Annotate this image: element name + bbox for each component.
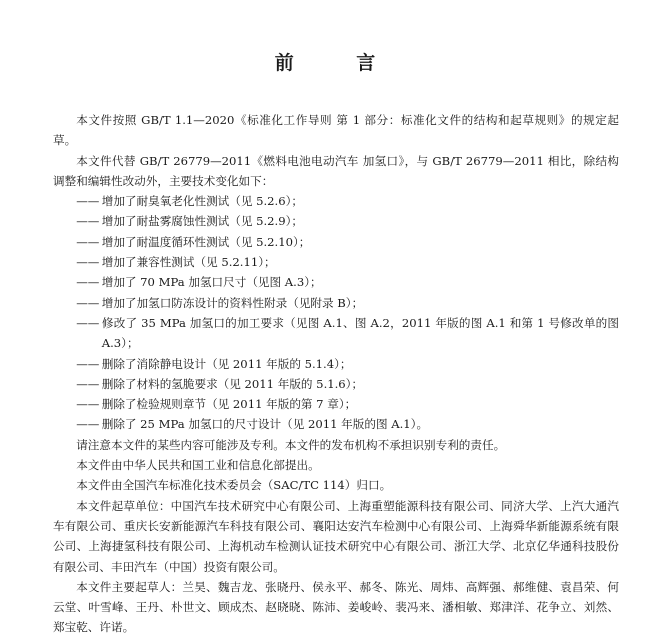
change-item: —— 增加了耐盐雾腐蚀性测试（见 5.2.9）；	[76, 214, 304, 229]
change-item: —— 删除了检验规则章节（见 2011 年版的第 7 章）；	[76, 397, 357, 412]
change-item: —— 增加了兼容性测试（见 5.2.11）；	[76, 255, 276, 270]
paragraph-drafting-units: 本文件起草单位：中国汽车技术研究中心有限公司、上海重塑能源科技有限公司、同济大学、上汽大通汽车有限公司、重庆长安新能源汽车科技有限公司、襄阳达安汽车检测中心有限公司、上海舜华新能源系统有限公司、上海捷氢科技有限公司、上海机动车检测认证技术研究中心有限公司、浙江大学、北京亿华通科技股份有限公司、丰田汽车（中国）投资有限公司。	[53, 498, 619, 574]
paragraph-patent-notice: 请注意本文件的某些内容可能涉及专利。本文件的发布机构不承担识别专利的责任。	[76, 437, 506, 452]
change-item: —— 删除了消除静电设计（见 2011 年版的 5.1.4）；	[76, 356, 352, 371]
change-item: —— 增加了加氢口防冻设计的资料性附录（见附录 B）；	[76, 295, 364, 310]
paragraph-proposer: 本文件由中华人民共和国工业和信息化部提出。	[76, 458, 320, 473]
paragraph-replacement: 本文件代替 GB/T 26779—2011《燃料电池电动汽车 加氢口》，与 GB/T 26779—2011 相比，除结构调整和编辑性改动外，主要技术变化如下：	[53, 153, 619, 188]
page-title: 前 言	[274, 52, 404, 74]
change-item: —— 删除了材料的氢脆要求（见 2011 年版的 5.1.6）；	[76, 376, 364, 391]
foreword-body	[53, 110, 619, 638]
change-item: —— 增加了耐温度循环性测试（见 5.2.10）；	[76, 234, 311, 249]
change-item: —— 增加了 70 MPa 加氢口尺寸（见图 A.3）；	[76, 275, 322, 290]
change-item: —— 增加了耐臭氧老化性测试（见 5.2.6）；	[76, 194, 304, 209]
paragraph-committee: 本文件由全国汽车标准化技术委员会（SAC/TC 114）归口。	[76, 478, 392, 493]
change-item: —— 修改了 35 MPa 加氢口的加工要求（见图 A.1、图 A.2，2011 年版的图 A.1 和第 1 号修改单的图 A.3）；	[76, 315, 619, 351]
paragraph-drafting-rules: 本文件按照 GB/T 1.1—2020《标准化工作导则 第 1 部分：标准化文件的结构和起草规则》的规定起草。	[53, 113, 619, 148]
paragraph-drafters: 本文件主要起草人：兰昊、魏吉龙、张晓丹、侯永平、郝冬、陈光、周炜、高辉强、郝维健、袁昌荣、何云堂、叶雪峰、王丹、朴世文、顾成杰、赵晓晓、陈沛、姜峻岭、裴冯来、潘相敏、郑津洋、花争立、刘然、郑宝乾、许诺。	[53, 579, 619, 635]
change-item: —— 删除了 25 MPa 加氢口的尺寸设计（见 2011 年版的图 A.1）。	[76, 417, 429, 432]
